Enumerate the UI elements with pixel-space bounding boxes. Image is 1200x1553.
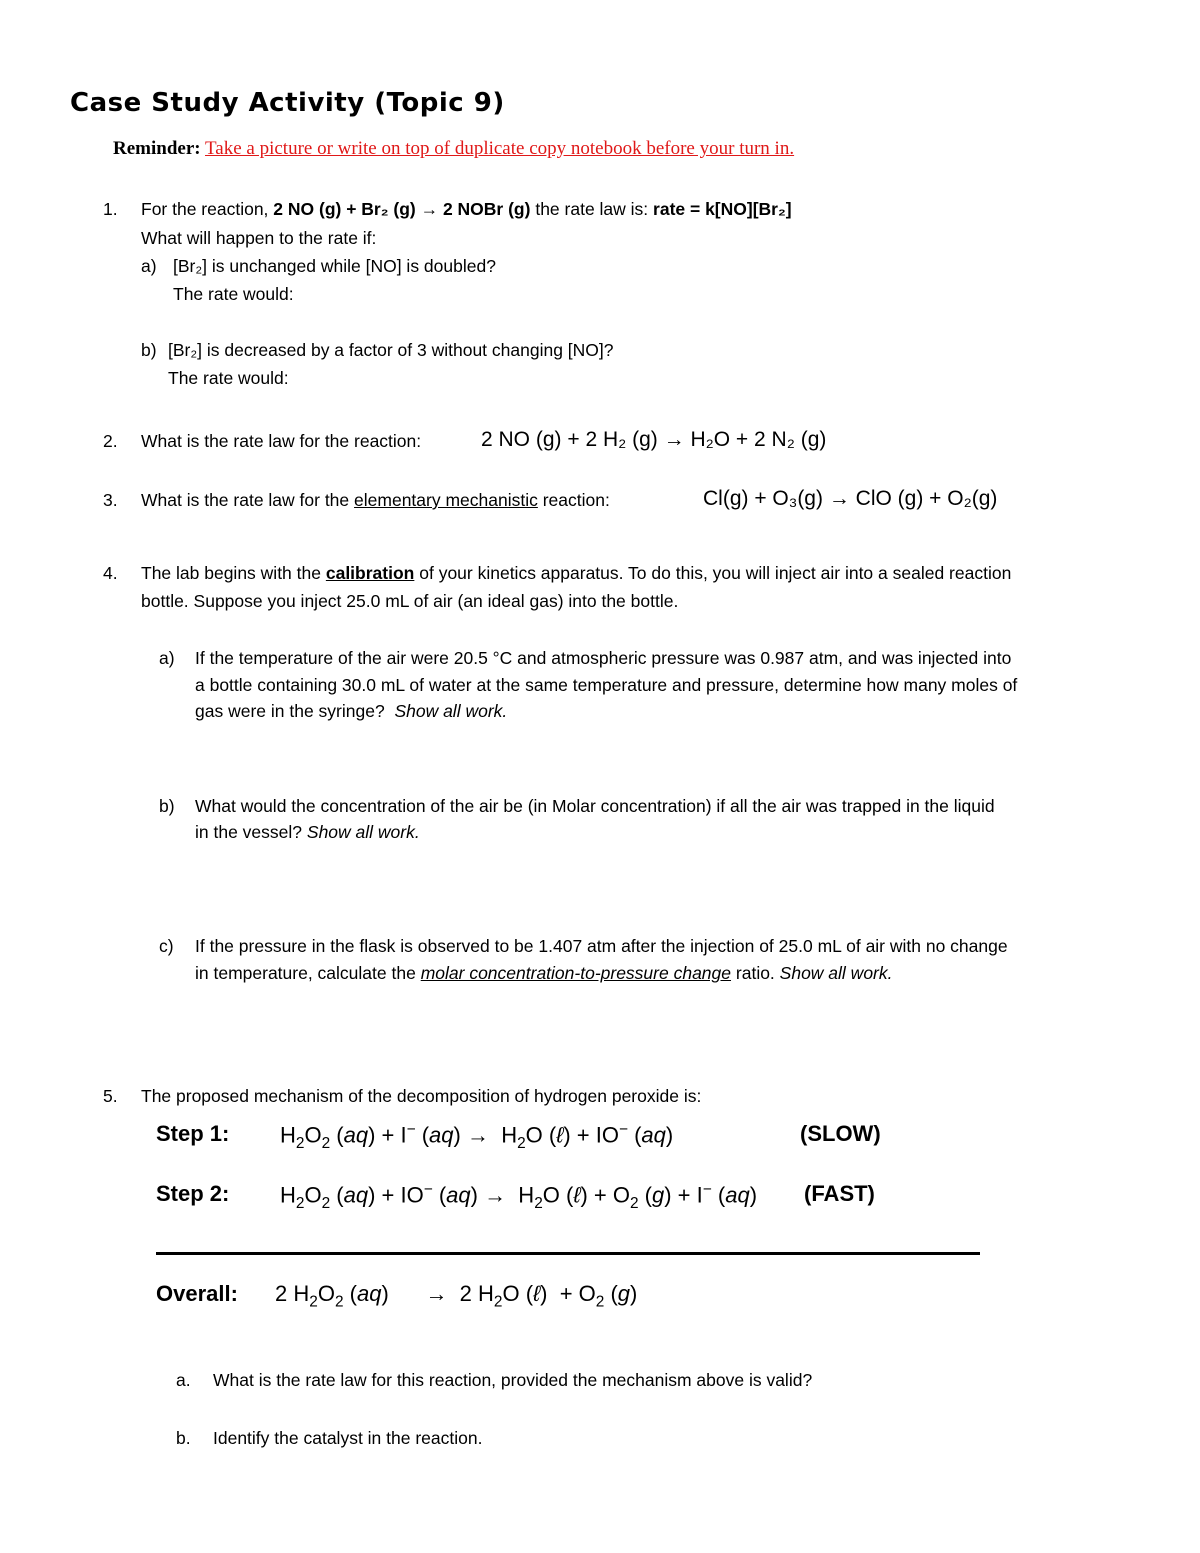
q3-text-pre: What is the rate law for the	[141, 490, 350, 510]
reminder	[113, 138, 794, 160]
q4c-line2	[195, 963, 893, 984]
q5b-text: Identify the catalyst in the reaction.	[213, 1428, 483, 1448]
q2-text: What is the rate law for the reaction:	[141, 431, 422, 451]
q4b-line1: What would the concentration of the air be (in Molar concentration) if all the air was trapped in the liquid	[195, 796, 995, 816]
step1-speed: (SLOW)	[800, 1121, 881, 1146]
q4-line2: bottle. Suppose you inject 25.0 mL of air (an ideal gas) into the bottle.	[141, 591, 679, 611]
reminder-text: Take a picture or write on top of duplicate copy notebook before your turn in.	[205, 138, 795, 159]
q3-text-post: reaction:	[542, 490, 610, 510]
q4-line1-pre: The lab begins with the	[141, 563, 321, 583]
q4a-label: a)	[159, 648, 175, 668]
q5-text: The proposed mechanism of the decomposition of hydrogen peroxide is:	[141, 1086, 702, 1106]
q5-number: 5.	[103, 1086, 118, 1106]
q5a-text: What is the rate law for this reaction, provided the mechanism above is valid?	[213, 1370, 813, 1390]
step2-equation: $H_2O_2$ (aq) + IO− $(aq) \to H_2O$ (ℓ) + $O_2$ (g) + I− (aq)	[280, 1181, 758, 1212]
step2-label: Step 2:	[156, 1181, 230, 1206]
reminder-label: Reminder:	[113, 138, 201, 159]
q1b-label: b)	[141, 340, 157, 360]
page-title: Case Study Activity (Topic 9)	[70, 88, 505, 118]
q1a-label: a)	[141, 256, 157, 276]
q4b-line2	[195, 822, 420, 843]
q4a-line2: a bottle containing 30.0 mL of water at the same temperature and pressure, determine how many moles of	[195, 675, 1018, 695]
q1-line	[141, 199, 792, 220]
q3-text-underlined: elementary mechanistic	[354, 490, 538, 510]
q4a-line3-text: gas were in the syringe?	[195, 701, 385, 721]
q1b-answer: The rate would:	[168, 368, 289, 388]
q1-rate-intro: the rate law is:	[535, 199, 649, 219]
q4c-line2-post: ratio.	[735, 963, 775, 983]
q4b-show-work: Show all work.	[306, 822, 420, 842]
q3-reaction: Cl(g) + O₃(g) → ClO (g) + O₂(g)	[703, 487, 998, 510]
overall-equation: 2 $H_2O_2$ (aq) → 2 $H_2O$ (ℓ) + $O_2$ (g)	[275, 1281, 638, 1311]
q1b-text: [Br₂] is decreased by a factor of 3 without changing [NO]?	[168, 340, 614, 360]
q4c-line2-pre: in temperature, calculate the	[195, 963, 416, 983]
q1-rate-law: rate = k[NO][Br₂]	[653, 199, 792, 219]
q4c-line2-em: molar concentration-to-pressure change	[420, 963, 732, 983]
q2-reaction: 2 NO (g) + 2 H₂ (g) → H₂O + 2 N₂ (g)	[481, 428, 827, 451]
q1a-text: [Br₂] is unchanged while [NO] is doubled?	[173, 256, 496, 276]
q4c-label: c)	[159, 936, 174, 956]
q1-reaction: 2 NO (g) + Br₂ (g) → 2 NOBr (g)	[273, 199, 531, 219]
q4a-line3	[195, 701, 507, 722]
q1-prompt: What will happen to the rate if:	[141, 228, 377, 248]
q5a-label: a.	[176, 1370, 191, 1390]
q4a-line1: If the temperature of the air were 20.5 °C and atmospheric pressure was 0.987 atm, and was injected into	[195, 648, 1012, 668]
q1-intro: For the reaction,	[141, 199, 269, 219]
q5b-label: b.	[176, 1428, 191, 1448]
overall-label: Overall:	[156, 1281, 238, 1306]
q4-calibration: calibration	[325, 563, 415, 583]
step2-speed: (FAST)	[804, 1181, 875, 1206]
q4b-line2-text: in the vessel?	[195, 822, 303, 842]
q2-number: 2.	[103, 431, 118, 451]
step1-equation: $H_2O_2$ (aq) + I− $(aq) \to H_2O$ (ℓ) + IO− (aq)	[280, 1121, 674, 1152]
q3-line	[141, 490, 610, 511]
q4c-line1: If the pressure in the flask is observed to be 1.407 atm after the injection of 25.0 mL of air with no change	[195, 936, 1008, 956]
q1a-answer: The rate would:	[173, 284, 294, 304]
q4a-show-work: Show all work.	[394, 701, 508, 721]
q4-line1-post: of your kinetics apparatus. To do this, you will inject air into a sealed reaction	[419, 563, 1012, 583]
q3-number: 3.	[103, 490, 118, 510]
q4-number: 4.	[103, 563, 118, 583]
q4-line1	[141, 563, 1011, 584]
step1-label: Step 1:	[156, 1121, 230, 1146]
q1-number: 1.	[103, 199, 118, 219]
q4b-label: b)	[159, 796, 175, 816]
q4c-show-work: Show all work.	[779, 963, 893, 983]
summation-rule	[156, 1252, 980, 1255]
